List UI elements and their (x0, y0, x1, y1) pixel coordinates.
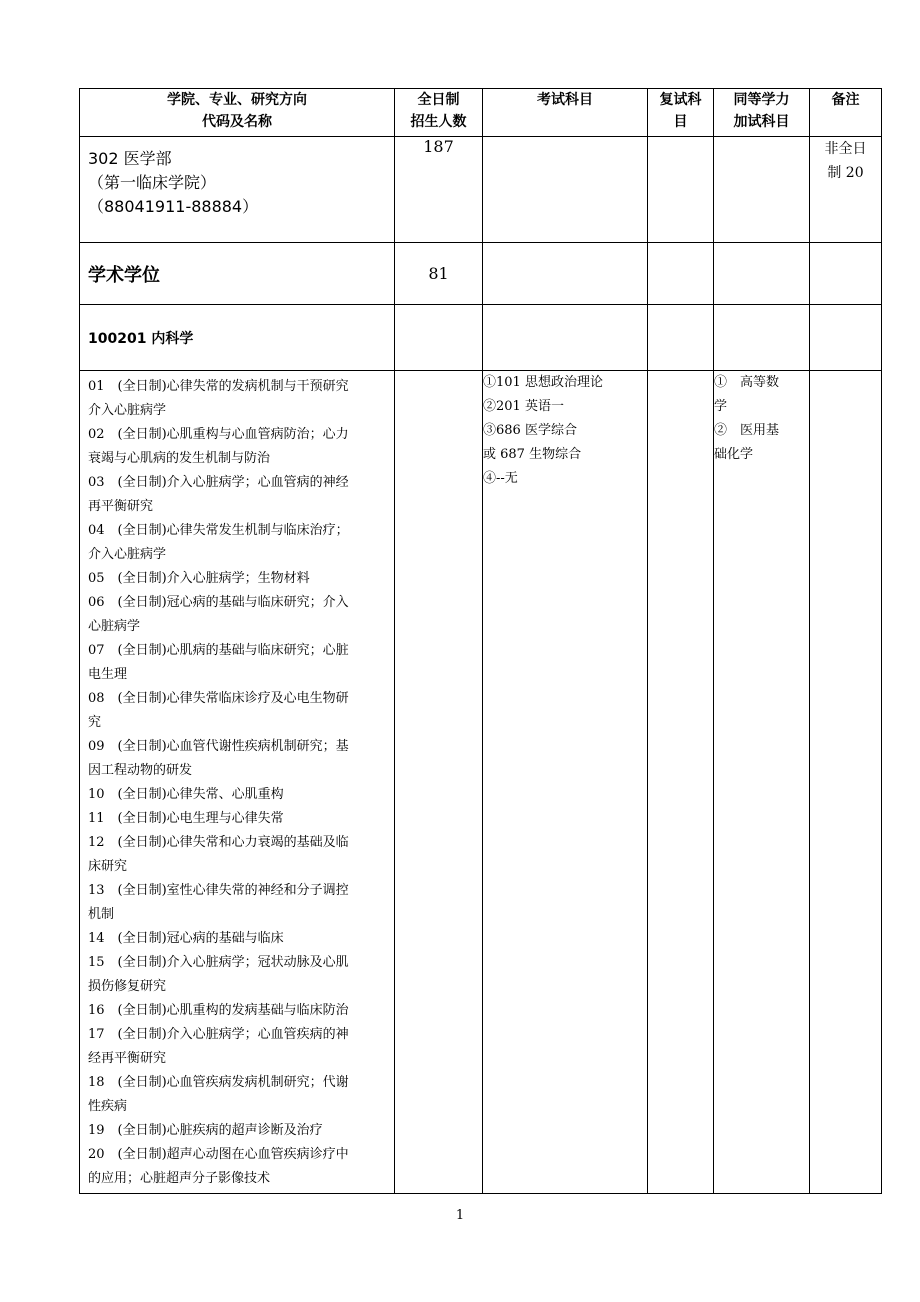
research-direction: 07 (全日制)心肌病的基础与临床研究；心脏 电生理 (88, 643, 349, 682)
department-row (80, 137, 882, 243)
research-direction: 19 (全日制)心脏疾病的超声诊断及治疗 (88, 1123, 323, 1138)
research-direction: 06 (全日制)冠心病的基础与临床研究；介入 心脏病学 (88, 595, 349, 634)
research-direction: 15 (全日制)介入心脏病学；冠状动脉及心肌 损伤修复研究 (88, 955, 349, 994)
admissions-table (79, 88, 882, 1194)
research-direction: 16 (全日制)心肌重构的发病基础与临床防治 (88, 1003, 349, 1018)
exam-subject-3-alt: 或 687 生物综合 (483, 447, 582, 462)
research-direction: 11 (全日制)心电生理与心律失常 (88, 811, 284, 826)
research-direction: 13 (全日制)室性心律失常的神经和分子调控 机制 (88, 883, 349, 922)
research-direction: 20 (全日制)超声心动图在心血管疾病诊疗中 的应用；心脏超声分子影像技术 (88, 1147, 349, 1186)
research-directions (80, 371, 395, 1194)
research-direction: 14 (全日制)冠心病的基础与临床 (88, 931, 284, 946)
research-direction: 04 (全日制)心律失常发生机制与临床治疗； 介入心脏病学 (88, 523, 349, 562)
research-direction: 12 (全日制)心律失常和心力衰竭的基础及临 床研究 (88, 835, 349, 874)
exam-subject-1: ①101 思想政治理论 (483, 375, 603, 390)
header-exam: 考试科目 (483, 89, 648, 137)
department-phone: （88041911-88884） (88, 197, 259, 216)
department-name: 302 医学部 (88, 149, 172, 168)
research-direction: 09 (全日制)心血管代谢性疾病机制研究；基 因工程动物的研发 (88, 739, 349, 778)
academic-degree-row (80, 243, 882, 305)
research-direction: 02 (全日制)心肌重构与心血管病防治；心力 衰竭与心肌病的发生机制与防治 (88, 427, 349, 466)
header-remarks: 备注 (810, 89, 882, 137)
research-direction: 03 (全日制)介入心脏病学；心血管病的神经 再平衡研究 (88, 475, 349, 514)
extra-exam-subjects: ① 高等数 学 ② 医用基 础化学 (714, 371, 810, 1194)
major-row (80, 305, 882, 371)
page-number: 1 (455, 1208, 465, 1223)
exam-subject-2: ②201 英语一 (483, 399, 564, 414)
research-direction: 18 (全日制)心血管疾病发病机制研究；代谢 性疾病 (88, 1075, 349, 1114)
research-direction: 01 (全日制)心律失常的发病机制与干预研究 介入心脏病学 (88, 379, 349, 418)
header-program: 学院、专业、研究方向 代码及名称 (80, 89, 395, 137)
exam-subject-4: ④--无 (483, 471, 518, 486)
header-row (80, 89, 882, 137)
department-sub: （第一临床学院） (88, 173, 217, 192)
header-enrollment: 全日制 招生人数 (395, 89, 483, 137)
exam-subjects (483, 371, 648, 1194)
department-note: 非全日 制 20 (810, 137, 882, 243)
exam-subject-3: ③686 医学综合 (483, 423, 577, 438)
research-direction: 10 (全日制)心律失常、心肌重构 (88, 787, 284, 802)
academic-label: 学术学位 (80, 243, 395, 305)
header-extra-exam: 同等学力 加试科目 (714, 89, 810, 137)
department-cell (80, 137, 395, 243)
research-direction: 17 (全日制)介入心脏病学；心血管疾病的神 经再平衡研究 (88, 1027, 349, 1066)
directions-row (80, 371, 882, 1194)
research-direction: 08 (全日制)心律失常临床诊疗及心电生物研 究 (88, 691, 349, 730)
research-direction: 05 (全日制)介入心脏病学；生物材料 (88, 571, 310, 586)
major-label: 100201 内科学 (80, 305, 395, 371)
academic-count: 81 (395, 243, 483, 305)
header-retest: 复试科 目 (648, 89, 714, 137)
department-count: 187 (395, 137, 483, 243)
